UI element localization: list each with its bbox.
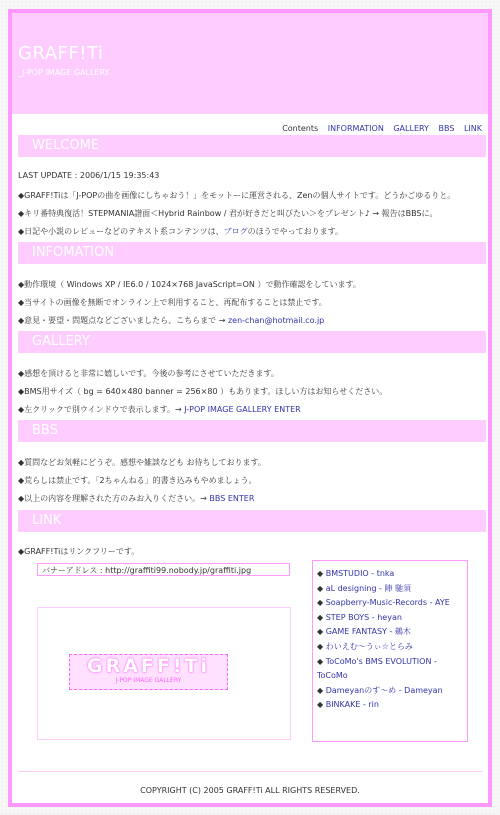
nav-information-link[interactable]: INFORMATION [327, 124, 384, 133]
info-line-2: ◆当サイトの画像を無断でオンライン上で利用すること、再配布することは禁止です。 [18, 298, 327, 307]
link-item[interactable]: ◆ わいえむ～うぃ☆とらみ [317, 641, 413, 651]
bbs-enter-text: ◆以上の内容を理解された方のみお入りください。→ [18, 494, 210, 503]
nav-gallery-link[interactable]: GALLERY [393, 124, 429, 133]
last-update: LAST UPDATE : 2006/1/15 19:35:43 [18, 171, 160, 180]
bbs-enter-link[interactable]: BBS ENTER [209, 494, 255, 503]
link-item[interactable]: ◆ Dameyanのす～め - Dameyan [317, 685, 443, 695]
footer-divider [18, 771, 482, 772]
link-item[interactable]: ◆ STEP BOYS - heyan [317, 612, 402, 622]
site-title: GRAFF!Ti [18, 43, 104, 64]
link-list [312, 560, 468, 742]
contact-email-link[interactable]: zen-chan@hotmail.co.jp [227, 316, 325, 325]
bbs-line-3 [18, 493, 254, 504]
blog-text-pre: ◆日記や小説のレビューなどのテキスト系コンテンツは、 [18, 227, 224, 236]
bbs-line-2: ◆荒らしは禁止です。「2ちゃんねる」的書き込みもやめましょう。 [18, 476, 257, 485]
site-header [12, 13, 488, 114]
gallery-line-3 [18, 404, 301, 415]
welcome-line-1: ◆GRAFF!Tiは「J-POPの曲を画像にしちゃおう！」をモットーに運営される、Zenの個人サイトです。どうかごゆるりと。 [18, 191, 456, 200]
gallery-enter-link[interactable]: J-POP IMAGE GALLERY ENTER [184, 405, 301, 414]
site-banner-image[interactable] [69, 654, 228, 690]
section-heading-information: INFOMATION [18, 242, 486, 264]
section-heading-welcome: WELCOME [18, 135, 486, 157]
site-subtitle: _J-POP IMAGE GALLERY [18, 68, 110, 77]
info-line-3 [18, 315, 324, 326]
link-item[interactable]: ◆ aL designing - 陣 馳須 [317, 583, 412, 593]
welcome-line-2: ◆キリ番特典復活！STEPMANIA譜面＜Hybrid Rainbow / 君が好きだと叫びたい＞をプレゼント♪ → 報告はBBSに。 [18, 209, 438, 218]
nav-link-link[interactable]: LINK [463, 124, 482, 133]
blog-text-post: のほうでやっております。 [247, 227, 343, 236]
nav-bbs-link[interactable]: BBS [438, 124, 455, 133]
section-heading-gallery: GALLERY [18, 331, 486, 353]
page-frame [8, 9, 492, 807]
nav-label: Contents [282, 124, 319, 133]
gallery-line-2: ◆BMS用サイズ（ bg = 640×480 banner = 256×80 ）もあります。ほしい方はお知らせください。 [18, 387, 388, 396]
section-heading-link: LINK [18, 510, 486, 532]
banner-logo: GRAFF!Ti [86, 655, 211, 677]
link-item[interactable]: ◆ BMSTUDIO - tnka [317, 569, 395, 578]
gallery-line-1: ◆感想を頂けると非常に嬉しいです。今後の参考にさせていただきます。 [18, 369, 279, 378]
footer-copyright: COPYRIGHT (C) 2005 GRAFF!Ti ALL RIGHTS RESERVED. [140, 786, 360, 795]
banner-subtitle: J-POP IMAGE GALLERY [115, 677, 182, 684]
banner-preview-box [37, 607, 291, 740]
bbs-line-1: ◆質問などお気軽にどうぞ。感想や雑談なども お待ちしております。 [18, 458, 266, 467]
blog-link[interactable]: ブログ [223, 227, 248, 236]
link-item[interactable]: ◆ BINKAKE - rin [317, 700, 379, 710]
welcome-line-3 [18, 226, 343, 237]
contact-text: ◆意見・要望・問題点などございましたら、こちらまで → [18, 316, 228, 325]
link-item[interactable]: ◆ GAME FANTASY - 鵜木 [317, 627, 411, 637]
section-heading-bbs: BBS [18, 420, 486, 442]
nav-bar [275, 124, 482, 133]
banner-address-field[interactable]: バナーアドレス : http://graffiti99.nobody.jp/graffiti.jpg [37, 563, 290, 576]
link-item[interactable]: ◆ ToCoMo's BMS EVOLUTION - ToCoMo [317, 656, 437, 681]
info-line-1: ◆動作環境（ Windows XP / IE6.0 / 1024×768 JavaScript=ON ）で動作確認をしています。 [18, 280, 361, 289]
link-free-note: ◆GRAFF!Tiはリンクフリーです。 [18, 547, 140, 556]
link-item[interactable]: ◆ Soapberry-Music-Records - AYE [317, 598, 450, 608]
gallery-enter-text: ◆左クリックで別ウインドウで表示します。→ [18, 405, 185, 414]
